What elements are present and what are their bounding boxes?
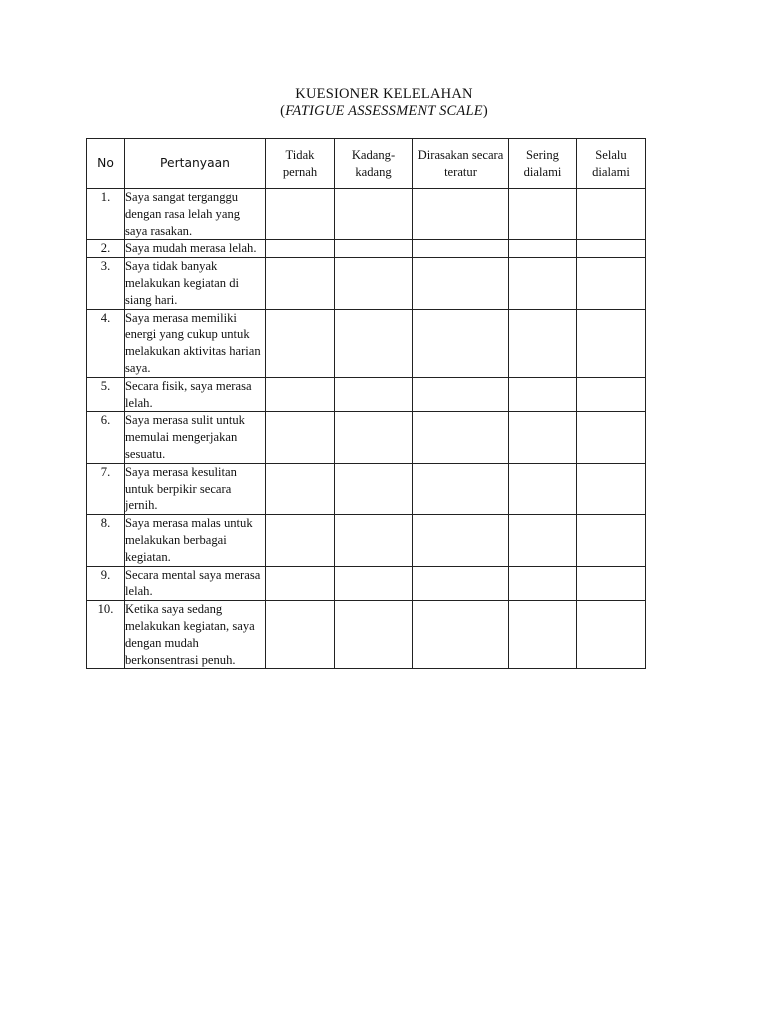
answer-cell-always[interactable] <box>577 377 646 412</box>
question-number: 7. <box>87 463 125 514</box>
question-number: 2. <box>87 240 125 258</box>
question-number: 8. <box>87 515 125 566</box>
answer-cell-regularly[interactable] <box>413 601 509 669</box>
answer-cell-regularly[interactable] <box>413 309 509 377</box>
answer-cell-always[interactable] <box>577 463 646 514</box>
answer-cell-regularly[interactable] <box>413 240 509 258</box>
fatigue-questionnaire-table <box>86 138 646 669</box>
question-number: 1. <box>87 189 125 240</box>
answer-cell-always[interactable] <box>577 309 646 377</box>
answer-cell-regularly[interactable] <box>413 377 509 412</box>
title-close-paren: ) <box>482 103 488 119</box>
title-open-paren: ( <box>280 103 286 119</box>
answer-cell-sometimes[interactable] <box>335 377 413 412</box>
question-text: Saya mudah merasa lelah. <box>125 240 266 258</box>
answer-cell-regularly[interactable] <box>413 258 509 309</box>
document-title <box>0 86 768 120</box>
answer-cell-always[interactable] <box>577 258 646 309</box>
table-header-row <box>87 139 646 189</box>
question-text: Saya tidak banyak melakukan kegiatan di siang hari. <box>125 258 266 309</box>
table-row <box>87 463 646 514</box>
question-text: Secara mental saya merasa lelah. <box>125 566 266 601</box>
answer-cell-sometimes[interactable] <box>335 240 413 258</box>
answer-cell-sometimes[interactable] <box>335 601 413 669</box>
answer-cell-always[interactable] <box>577 189 646 240</box>
answer-cell-never[interactable] <box>266 601 335 669</box>
title-line-2 <box>0 103 768 120</box>
answer-cell-sometimes[interactable] <box>335 412 413 463</box>
header-often: Sering dialami <box>509 139 577 189</box>
answer-cell-often[interactable] <box>509 566 577 601</box>
header-sometimes: Kadang-kadang <box>335 139 413 189</box>
title-english: FATIGUE ASSESSMENT SCALE <box>285 103 483 119</box>
answer-cell-always[interactable] <box>577 566 646 601</box>
answer-cell-often[interactable] <box>509 258 577 309</box>
question-number: 5. <box>87 377 125 412</box>
answer-cell-sometimes[interactable] <box>335 566 413 601</box>
answer-cell-often[interactable] <box>509 189 577 240</box>
answer-cell-sometimes[interactable] <box>335 309 413 377</box>
answer-cell-always[interactable] <box>577 412 646 463</box>
question-text: Secara fisik, saya merasa lelah. <box>125 377 266 412</box>
answer-cell-often[interactable] <box>509 601 577 669</box>
question-number: 6. <box>87 412 125 463</box>
answer-cell-never[interactable] <box>266 412 335 463</box>
question-number: 4. <box>87 309 125 377</box>
question-number: 10. <box>87 601 125 669</box>
answer-cell-often[interactable] <box>509 515 577 566</box>
table-row <box>87 515 646 566</box>
question-number: 3. <box>87 258 125 309</box>
table-row <box>87 309 646 377</box>
answer-cell-regularly[interactable] <box>413 515 509 566</box>
answer-cell-regularly[interactable] <box>413 463 509 514</box>
answer-cell-never[interactable] <box>266 258 335 309</box>
table-row <box>87 189 646 240</box>
answer-cell-never[interactable] <box>266 463 335 514</box>
answer-cell-always[interactable] <box>577 601 646 669</box>
header-never: Tidak pernah <box>266 139 335 189</box>
answer-cell-never[interactable] <box>266 566 335 601</box>
answer-cell-never[interactable] <box>266 515 335 566</box>
header-always: Selalu dialami <box>577 139 646 189</box>
table-body <box>87 189 646 669</box>
answer-cell-sometimes[interactable] <box>335 189 413 240</box>
question-number: 9. <box>87 566 125 601</box>
header-no: No <box>87 139 125 189</box>
answer-cell-sometimes[interactable] <box>335 258 413 309</box>
question-text: Ketika saya sedang melakukan kegiatan, saya dengan mudah berkonsentrasi penuh. <box>125 601 266 669</box>
answer-cell-often[interactable] <box>509 412 577 463</box>
answer-cell-regularly[interactable] <box>413 412 509 463</box>
table-row <box>87 377 646 412</box>
question-text: Saya merasa sulit untuk memulai mengerjakan sesuatu. <box>125 412 266 463</box>
header-regularly: Dirasakan secara teratur <box>413 139 509 189</box>
answer-cell-regularly[interactable] <box>413 189 509 240</box>
question-text: Saya merasa kesulitan untuk berpikir secara jernih. <box>125 463 266 514</box>
answer-cell-always[interactable] <box>577 515 646 566</box>
answer-cell-never[interactable] <box>266 189 335 240</box>
answer-cell-often[interactable] <box>509 463 577 514</box>
title-line-1: KUESIONER KELELAHAN <box>295 86 473 102</box>
answer-cell-sometimes[interactable] <box>335 463 413 514</box>
table-row <box>87 601 646 669</box>
answer-cell-never[interactable] <box>266 240 335 258</box>
answer-cell-never[interactable] <box>266 377 335 412</box>
table-row <box>87 240 646 258</box>
answer-cell-often[interactable] <box>509 240 577 258</box>
answer-cell-never[interactable] <box>266 309 335 377</box>
table-row <box>87 258 646 309</box>
table-row <box>87 566 646 601</box>
answer-cell-often[interactable] <box>509 377 577 412</box>
answer-cell-always[interactable] <box>577 240 646 258</box>
question-text: Saya sangat terganggu dengan rasa lelah yang saya rasakan. <box>125 189 266 240</box>
answer-cell-regularly[interactable] <box>413 566 509 601</box>
answer-cell-sometimes[interactable] <box>335 515 413 566</box>
answer-cell-often[interactable] <box>509 309 577 377</box>
header-question: Pertanyaan <box>125 139 266 189</box>
table-row <box>87 412 646 463</box>
question-text: Saya merasa malas untuk melakukan berbagai kegiatan. <box>125 515 266 566</box>
question-text: Saya merasa memiliki energi yang cukup untuk melakukan aktivitas harian saya. <box>125 309 266 377</box>
